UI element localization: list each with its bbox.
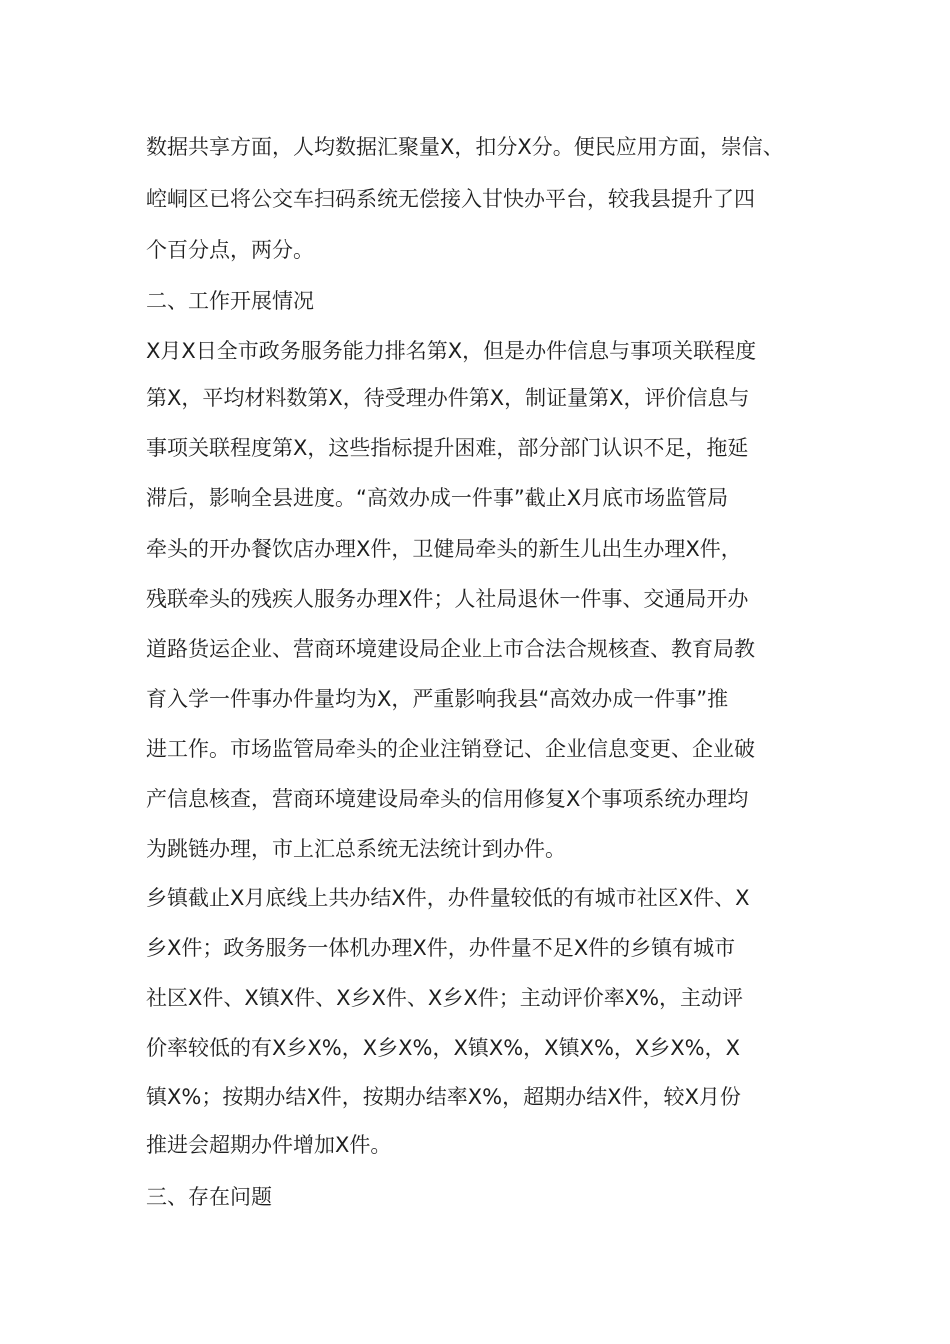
text-line: 崆峒区已将公交车扫码系统无偿接入甘快办平台，较我县提升了四 xyxy=(146,187,755,211)
text-line: 滞后，影响全县进度。“高效办成一件事”截止X月底市场监管局 xyxy=(146,486,729,510)
text-line: 道路货运企业、营商环境建设局企业上市合法合规核查、教育局教 xyxy=(146,637,755,661)
text-line: 育入学一件事办件量均为X，严重影响我县“高效办成一件事”推 xyxy=(146,687,729,711)
text-line: 第X，平均材料数第X，待受理办件第X，制证量第X，评价信息与 xyxy=(146,386,750,410)
text-line: 个百分点，两分。 xyxy=(146,238,314,262)
section-heading: 三、存在问题 xyxy=(146,1185,272,1209)
text-line: 牵头的开办餐饮店办理X件，卫健局牵头的新生儿出生办理X件， xyxy=(146,537,742,561)
text-line: 乡X件；政务服务一体机办理X件，办件量不足X件的乡镇有城市 xyxy=(146,936,736,960)
section-heading: 二、工作开展情况 xyxy=(146,289,314,313)
text-line: 事项关联程度第X，这些指标提升困难，部分部门认识不足，拖延 xyxy=(146,436,749,460)
text-line: 镇X%；按期办结X件，按期办结率X%，超期办结X件，较X月份 xyxy=(146,1085,741,1109)
text-line: 推进会超期办件增加X件。 xyxy=(146,1133,392,1157)
text-line: 社区X件、X镇X件、X乡X件、X乡X件；主动评价率X%，主动评 xyxy=(146,986,744,1010)
text-line: 产信息核查，营商环境建设局牵头的信用修复X个事项系统办理均 xyxy=(146,787,749,811)
text-line: X月X日全市政务服务能力排名第X，但是办件信息与事项关联程度 xyxy=(146,339,757,363)
text-line: 价率较低的有X乡X%，X乡X%，X镇X%，X镇X%，X乡X%，X xyxy=(146,1036,741,1060)
text-line: 乡镇截止X月底线上共办结X件，办件量较低的有城市社区X件、X xyxy=(146,886,750,910)
text-line: 进工作。市场监管局牵头的企业注销登记、企业信息变更、企业破 xyxy=(146,737,755,761)
text-line: 为跳链办理，市上汇总系统无法统计到办件。 xyxy=(146,837,566,861)
text-line: 数据共享方面，人均数据汇聚量X，扣分X分。便民应用方面，崇信、 xyxy=(146,135,784,159)
text-line: 残联牵头的残疾人服务办理X件；人社局退休一件事、交通局开办 xyxy=(146,587,749,611)
